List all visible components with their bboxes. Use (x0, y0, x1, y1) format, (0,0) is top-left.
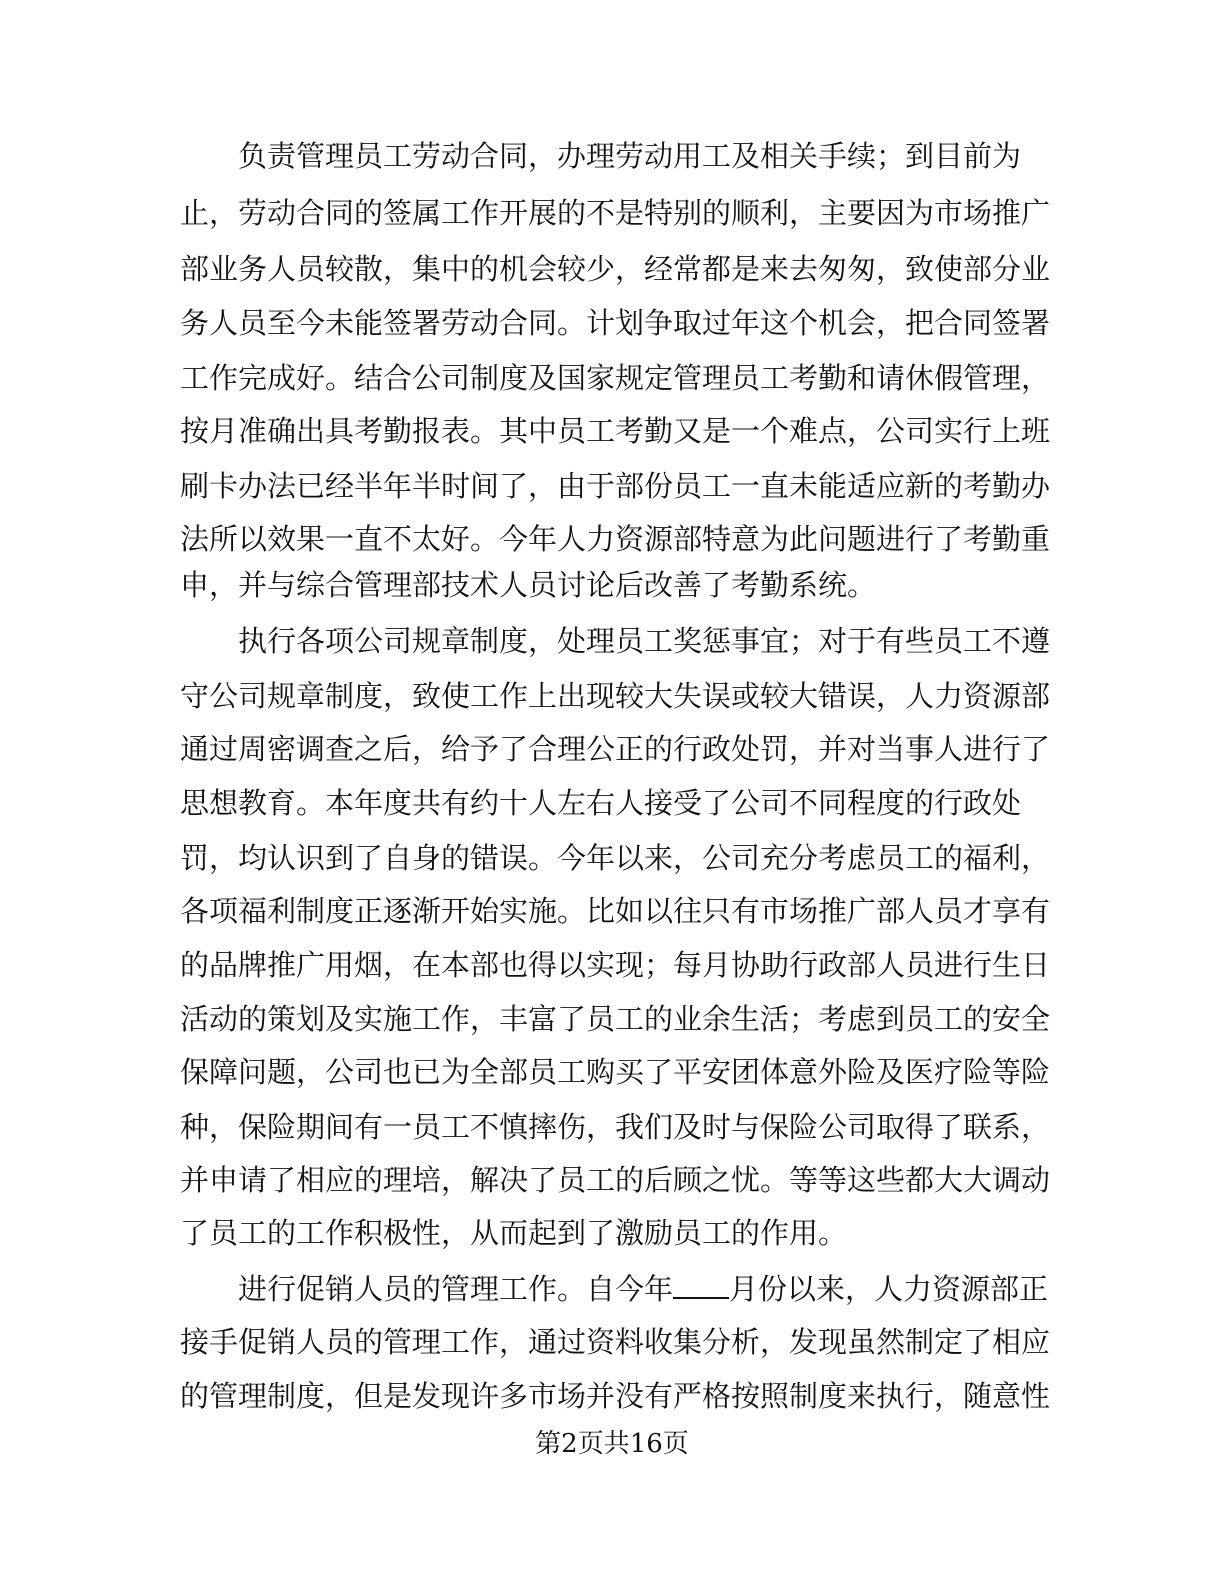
paragraph-1-line-9: 申，并与综合管理部技术人员讨论后改善了考勤系统。 (180, 568, 877, 602)
paragraph-1-line-8: 法所以效果一直不太好。今年人力资源部特意为此问题进行了考勤重 (180, 522, 1051, 556)
paragraph-2-line-10: 种，保险期间有一员工不慎摔伤，我们及时与保险公司取得了联系， (180, 1110, 1051, 1144)
paragraph-1-line-1: 负责管理员工劳动合同，办理劳动用工及相关手续；到目前为 (238, 139, 1022, 173)
paragraph-2-line-8: 活动的策划及实施工作，丰富了员工的业余生活；考虑到员工的安全 (180, 1002, 1051, 1036)
paragraph-3-line-3: 的管理制度，但是发现许多市场并没有严格按照制度来执行，随意性 (180, 1379, 1051, 1413)
paragraph-1-line-5: 工作完成好。结合公司制度及国家规定管理员工考勤和请休假管理， (180, 361, 1051, 395)
paragraph-1-line-4: 务人员至今未能签署劳动合同。计划争取过年这个机会，把合同签署 (180, 306, 1051, 340)
paragraph-2-line-5: 罚，均认识到了自身的错误。今年以来，公司充分考虑员工的福利， (180, 841, 1051, 875)
paragraph-2-line-6: 各项福利制度正逐渐开始实施。比如以往只有市场推广部人员才享有 (180, 894, 1051, 928)
paragraph-3-line-1 (238, 1261, 1049, 1317)
paragraph-2-line-3: 通过周密调查之后，给予了合理公正的行政处罚，并对当事人进行了 (180, 732, 1051, 766)
paragraph-2-line-1: 执行各项公司规章制度，处理员工奖惩事宜；对于有些员工不遵 (238, 624, 1051, 658)
month-blank (673, 1273, 729, 1299)
paragraph-3-text-before-blank: 进行促销人员的管理工作。自今年 (238, 1272, 674, 1306)
paragraph-1-line-6: 按月准确出具考勤报表。其中员工考勤又是一个难点，公司实行上班 (180, 414, 1051, 448)
paragraph-2-line-9: 保障问题，公司也已为全部员工购买了平安团体意外险及医疗险等险 (180, 1055, 1051, 1089)
paragraph-3-text-after-blank: 月份以来，人力资源部正 (729, 1272, 1049, 1306)
paragraph-1-line-3: 部业务人员较散，集中的机会较少，经常都是来去匆匆，致使部分业 (180, 252, 1051, 286)
paragraph-2-line-4: 思想教育。本年度共有约十人左右人接受了公司不同程度的行政处 (180, 786, 1022, 820)
paragraph-3-line-2: 接手促销人员的管理工作，通过资料收集分析，发现虽然制定了相应 (180, 1325, 1051, 1359)
paragraph-1-line-2: 止，劳动合同的签属工作开展的不是特别的顺利，主要因为市场推广 (180, 196, 1051, 230)
paragraph-2-line-11: 并申请了相应的理培，解决了员工的后顾之忧。等等这些都大大调动 (180, 1163, 1051, 1197)
paragraph-2-line-7: 的品牌推广用烟，在本部也得以实现；每月协助行政部人员进行生日 (180, 948, 1051, 982)
paragraph-1-line-7: 刷卡办法已经半年半时间了，由于部份员工一直未能适应新的考勤办 (180, 469, 1051, 503)
paragraph-2-line-12: 了员工的工作积极性，从而起到了激励员工的作用。 (180, 1216, 848, 1250)
paragraph-2-line-2: 守公司规章制度，致使工作上出现较大失误或较大错误，人力资源部 (180, 679, 1051, 713)
page-number-footer: 第2页共16页 (535, 1429, 689, 1459)
